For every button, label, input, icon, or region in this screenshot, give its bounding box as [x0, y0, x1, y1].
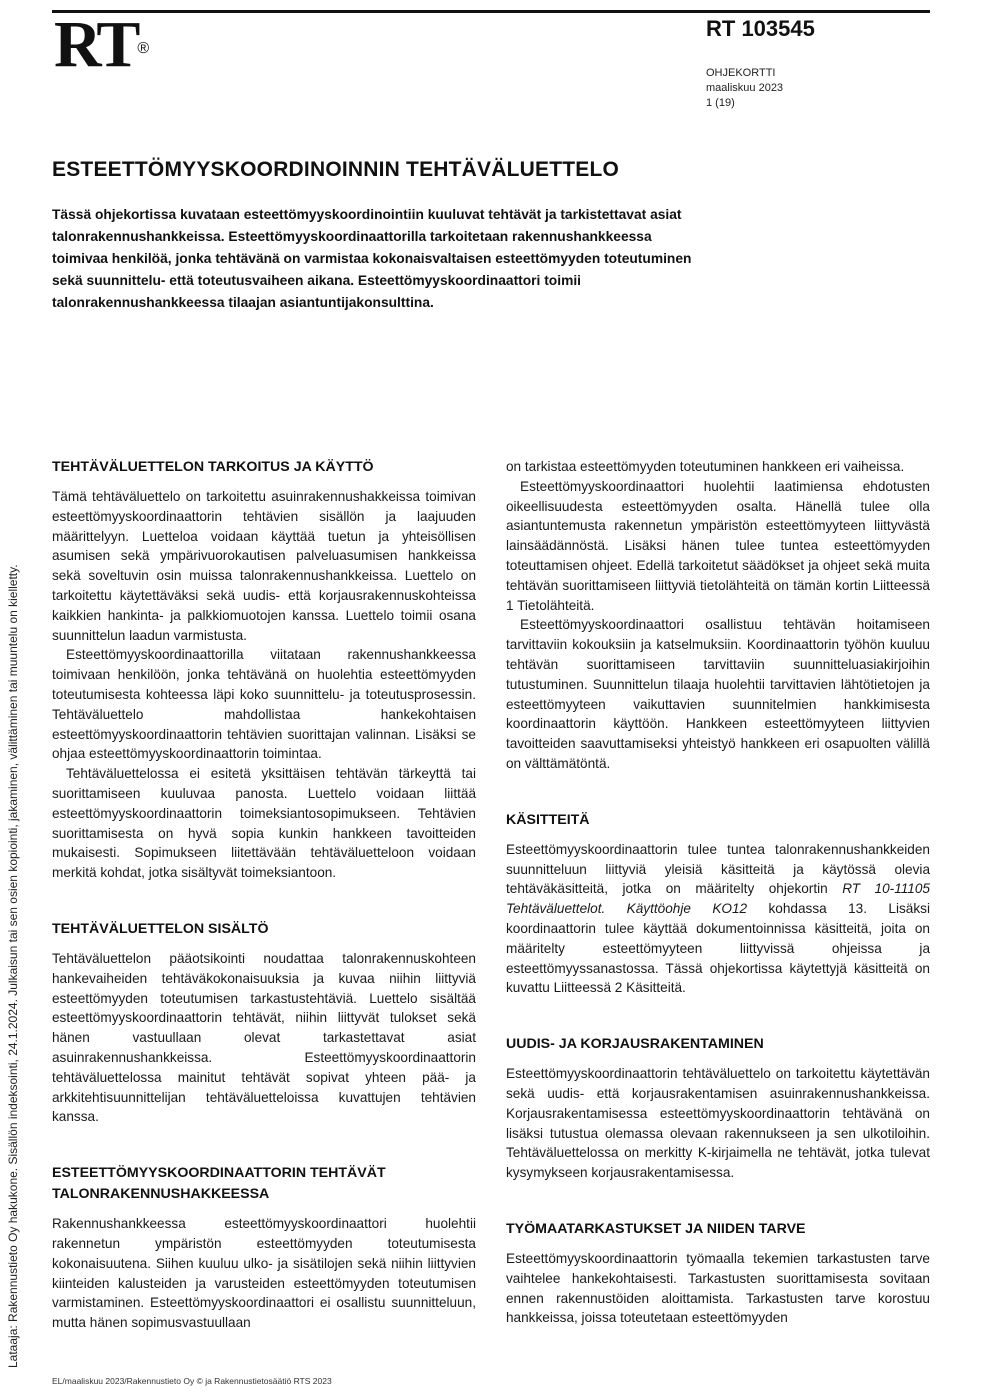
section-heading-concepts: KÄSITTEITÄ — [506, 811, 590, 828]
header-rule — [52, 10, 930, 13]
lead-paragraph: Tässä ohjekortissa kuvataan esteettömyyskoordinointiin kuuluvat tehtävät ja tarkistettavat asiat talonrakennushankkeissa. Esteettömyyskoordinaattorilla tarkoitetaan rakennushankkeessa toimivaa henkilöä, jonka tehtävänä on varmistaa kokonaisvaltaisen esteettömyyden toteutuminen sekä suunnittelu- että toteutusvaiheen aikana. Esteettömyyskoordinaattori toimii talonrakennushankkeessa tilaajan asiantuntijakonsulttina. — [52, 207, 692, 310]
rt-logo: RT® — [54, 8, 150, 81]
body-paragraph: Esteettömyyskoordinaattorin tehtäväluettelo on tarkoitettu käytettävän sekä uudis- että korjausrakentamisen asuinrakennushankkeissa. Korjausrakentamisessa esteettömyyskoordinaattorin tehtävänä on lisäksi tutustua olemassa olevaan rakennukseen ja sen ulkotiloihin. Tehtäväluettelossa on merkitty K-kirjaimella ne tehtävät, jotka tulevat kysymykseen korjausrakentamisessa. — [506, 1066, 930, 1181]
section-heading-site-inspections: TYÖMAATARKASTUKSET JA NIIDEN TARVE — [506, 1220, 806, 1237]
body-paragraph: Esteettömyyskoordinaattorin työmaalla tekemien tarkastusten tarve vaihtelee hankekohtaisesti. Tarkastusten suorittamisesta sovitaan ennen rakennustöiden aloittamista. Tarkastusten tarve korostuu hankkeissa, joissa toteutetaan esteettömyyden — [506, 1250, 930, 1326]
side-download-notice: Lataaja: Rakennustieto Oy hakukone. Sisällön indeksointi, 24.1.2024. Julkaisun tai sen osien kopiointi, jakaminen, välittäminen tai muuntelu on kielletty. — [6, 564, 20, 1368]
page-number: 1 (19) — [706, 97, 735, 109]
right-column — [506, 457, 930, 1328]
body-paragraph: Tehtäväluettelossa ei esitetä yksittäisen tehtävän tärkeyttä tai suorittamiseen kuuluvaa panosta. Luettelo voidaan liittää esteettömyyskoordinaattorin toimeksiantosopimukseen. Tehtävien suorittamisesta on hyvä sopia kunkin hankkeen tavoitteiden mukaisesti. Sopimukseen liitettävään tehtäväluetteloon voidaan merkitä kohdat, jotka sisältyvät toimeksiantoon. — [52, 766, 476, 881]
document-number: RT 103545 — [706, 16, 815, 41]
document-meta — [706, 66, 783, 111]
section-heading-tasks: ESTEETTÖMYYSKOORDINAATTORIN TEHTÄVÄT TALONRAKENNUSHAKKEESSA — [52, 1165, 386, 1203]
body-paragraph: on tarkistaa esteettömyyden toteutuminen hankkeen eri vaiheissa. — [506, 459, 905, 474]
body-paragraph: Esteettömyyskoordinaattorilla viitataan rakennushankkeessa toimivaan henkilöön, jonka tehtävänä on huolehtia esteettömyyden toteutumisesta kohteessa läpi koko suunnittelu- ja toteutusprosessin. Tehtäväluettelo mahdollistaa hankekohtaisen esteettömyyskoordinaattorin tehtävien suorittajan valinnan. Lisäksi se ohjaa esteettömyyskoordinaattorin toimintaa. — [52, 647, 476, 762]
left-column — [52, 457, 476, 1333]
body-paragraph: Rakennushankkeessa esteettömyyskoordinaattori huolehtii rakennetun ympäristön esteettömyyden toteutumisesta kokonaisuutena. Siihen kuuluu ulko- ja sisätilojen sekä niihin liittyvien kiinteiden kalusteiden ja varusteiden esteettömyyden toteutumisen varmistaminen. Esteettömyyskoordinaattori ei osallistu suunnitteluun, mutta hänen sopimusvastuullaan — [52, 1216, 476, 1331]
body-paragraph: Esteettömyyskoordinaattori osallistuu tehtävän hoitamiseen tarvittaviin kokouksiin ja katselmuksiin. Koordinaattorin työhön kuuluu tehtävän suorittamiseen tarvittaviin suunnitteluasiakirjoihin tutustuminen. Suunnittelun tilaaja huolehtii tarvittavien lähtötietojen ja esteettömyyteen vaikuttavien suunnitelmien hankkimisesta koordinaattorin käyttöön. Hankkeen esteettömyyteen liittyvien tavoitteiden saavuttamiseksi yhteistyö hankkeen eri osapuolten välillä on välttämätöntä. — [506, 617, 930, 771]
reference-citation: RT 10-11105 Tehtäväluettelot. Käyttöohje KO12 — [506, 881, 930, 917]
section-heading-purpose: TEHTÄVÄLUETTELON TARKOITUS JA KÄYTTÖ — [52, 459, 374, 475]
body-paragraph: Esteettömyyskoordinaattori huolehtii laatimiensa ehdotusten oikeellisuudesta esteettömyyden osalta. Hänellä tulee olla asiantuntemusta rakennetun ympäristön esteettömyyteen liittyvästä lainsäädännöstä. Lisäksi hänen tulee tuntea esteettömyyden toteuttamisen ohjeet. Edellä tarkoitetut säädökset ja ohjeet sekä muita tehtävän suorittamiseen liittyviä tietolähteitä on tämän kortin Liitteessä 1 Tietolähteitä. — [506, 478, 930, 613]
section-heading-renovation: UUDIS- JA KORJAUSRAKENTAMINEN — [506, 1036, 764, 1053]
page-title: ESTEETTÖMYYSKOORDINOINNIN TEHTÄVÄLUETTELO — [52, 158, 620, 181]
document-type: OHJEKORTTI — [706, 67, 776, 79]
section-heading-content: TEHTÄVÄLUETTELON SISÄLTÖ — [52, 920, 269, 937]
body-paragraph: Tehtäväluettelon pääotsikointi noudattaa talonrakennuskohteen hankevaiheiden tehtäväkokonaisuuksia ja kuvaa niihin liittyviä esteettömyyden toteutumisen tarkastustehtäviä. Luettelo sisältää esteettömyyskoordinaattorin tehtävät, niihin liittyvät tulokset sekä hänen vastuullaan olevat tarkastettavat asiat asuinrakennushankkeissa. Esteettömyyskoordinaattorin tehtäväluettelossa mainitut tehtävät sopivat yhteen pää- ja arkkitehtisuunnittelijan tehtäväluetteloissa kuvattujen tehtävien kanssa. — [52, 950, 476, 1125]
body-paragraph: Tämä tehtäväluettelo on tarkoitettu asuinrakennushakkeissa toimivan esteettömyyskoordinaattorin tehtävien sisällön ja laajuuden määrittelyyn. Luetteloa voidaan käyttää tuetun ja yhteisöllisen asumisen sekä ympärivuorokautisen palveluasumisen hankkeissa sekä soveltuvin osin muissa talonrakennushankkeissa. Luettelo on tarkoitettu käytettäväksi sekä uudis- että korjausrakennuskohteissa kaikkien hankinta- ja palkkiomuotojen kanssa. Luettelo toimii osana suunnittelun laadun varmistusta. — [52, 489, 476, 643]
body-paragraph: Esteettömyyskoordinaattorin tulee tuntea talonrakennushankkeiden suunnitteluun liittyviä yleisiä käsitteitä ja käytössä olevia tehtäväkäsitteitä, jotka on määritelty ohjekortin RT 10-11105 Tehtäväluettelot. Käyttöohje KO12 kohdassa 13. Lisäksi koordinaattorin tulee käyttää dokumentoinnissa käsitteitä, joita on määritelty esteettömyyteen liittyvissä ohjeissa ja esteettömyyssanastossa. Tässä ohjekortissa käytettyjä käsitteitä on kuvattu Liitteessä 2 Käsitteitä. — [506, 841, 930, 996]
page-footer: EL/maaliskuu 2023/Rakennustieto Oy © ja Rakennustietosäätiö RTS 2023 — [52, 1376, 332, 1386]
document-date: maaliskuu 2023 — [706, 82, 784, 94]
